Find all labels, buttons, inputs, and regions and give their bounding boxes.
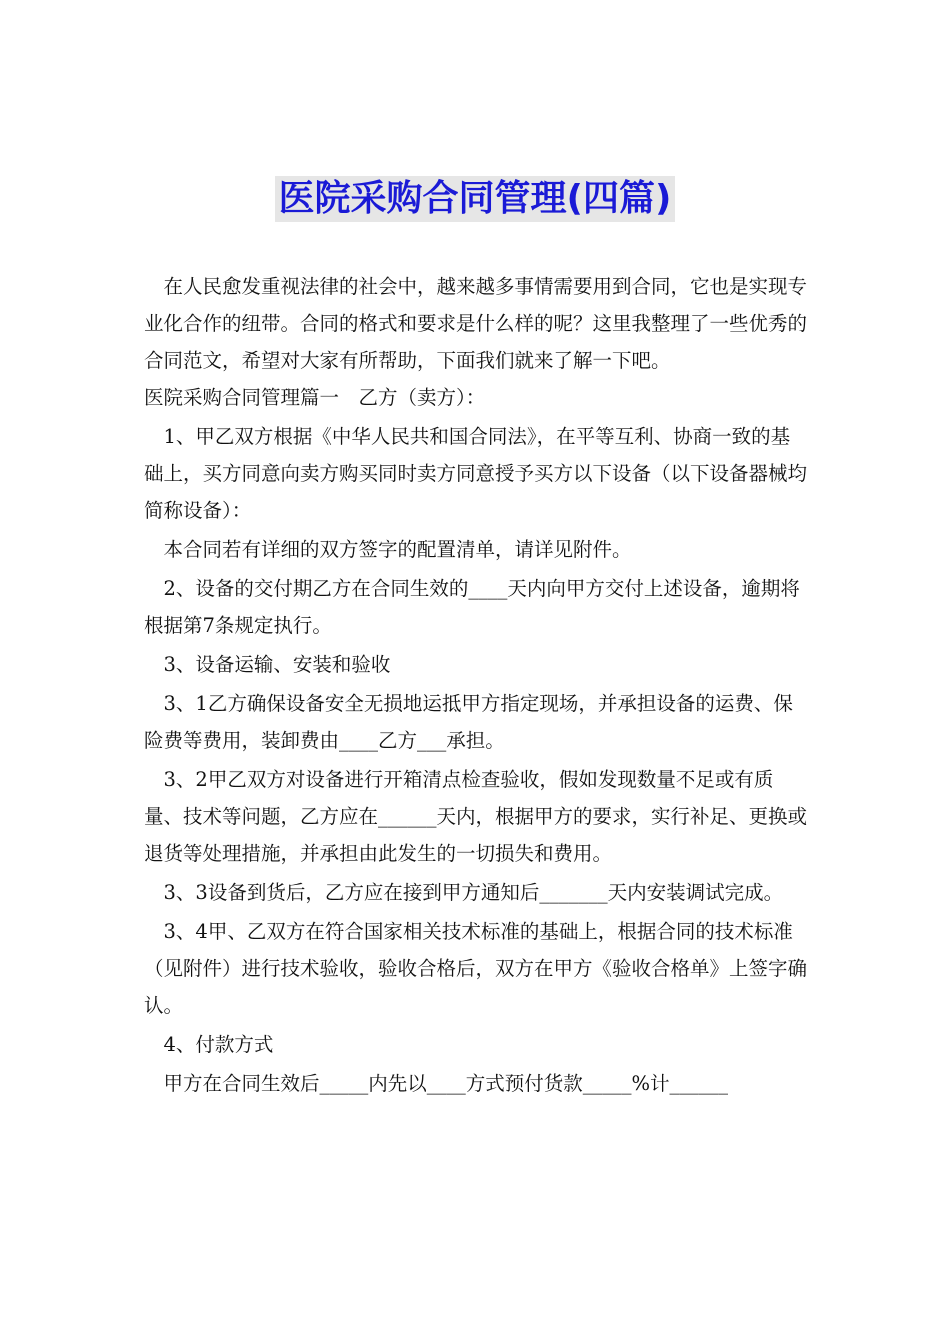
clause-1-note: 本合同若有详细的双方签字的配置清单，请详见附件。	[144, 538, 632, 561]
clause-1: 1、甲乙双方根据《中华人民共和国合同法》，在平等互利、协商一致的基础上，买方同意向卖方购买同时卖方同意授予买方以下设备（以下设备器械均简称设备）：	[144, 425, 808, 522]
title-container	[0, 176, 950, 222]
clause-3-3: 3、3设备到货后，乙方应在接到甲方通知后_______天内安装调试完成。	[144, 881, 784, 904]
clause-3: 3、设备运输、安装和验收	[144, 653, 391, 676]
document-body	[144, 268, 808, 1102]
clause-3-1: 3、1乙方确保设备安全无损地运抵甲方指定现场，并承担设备的运费、保险费等费用，装卸费由____乙方___承担。	[144, 692, 793, 752]
document-title: 医院采购合同管理(四篇)	[275, 176, 676, 222]
section-heading: 医院采购合同管理篇一 乙方（卖方）：	[144, 386, 486, 409]
clause-2: 2、设备的交付期乙方在合同生效的____天内向甲方交付上述设备，逾期将根据第7条规定执行。	[144, 577, 800, 637]
clause-4: 4、付款方式	[144, 1033, 274, 1056]
clause-3-4: 3、4甲、乙双方在符合国家相关技术标准的基础上，根据合同的技术标准（见附件）进行技术验收，验收合格后，双方在甲方《验收合格单》上签字确认。	[144, 920, 808, 1017]
clause-3-2: 3、2甲乙双方对设备进行开箱清点检查验收，假如发现数量不足或有质量、技术等问题，乙方应在______天内，根据甲方的要求，实行补足、更换或退货等处理措施，并承担由此发生的一切损失和费用。	[144, 768, 808, 865]
intro-paragraph: 在人民愈发重视法律的社会中，越来越多事情需要用到合同，它也是实现专业化合作的纽带。合同的格式和要求是什么样的呢？这里我整理了一些优秀的合同范文，希望对大家有所帮助，下面我们就来了解一下吧。	[144, 275, 808, 372]
clause-4-text: 甲方在合同生效后_____内先以____方式预付货款_____%计______	[144, 1072, 729, 1095]
